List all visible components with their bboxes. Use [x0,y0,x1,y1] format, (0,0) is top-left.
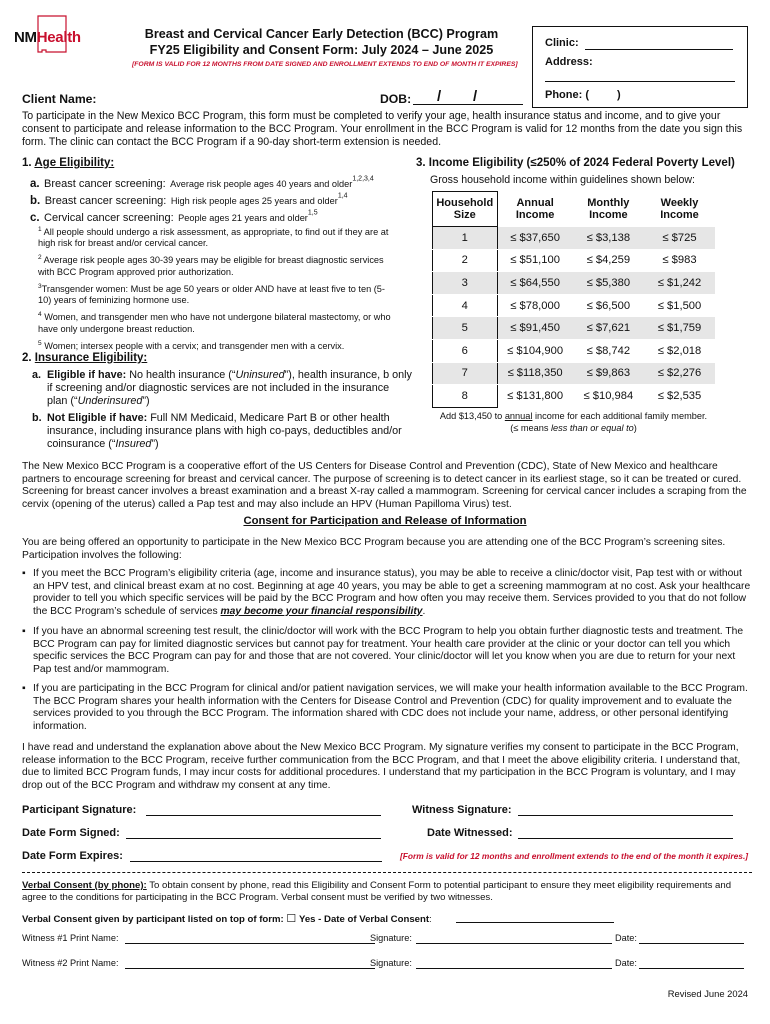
phone-field[interactable] [623,87,733,101]
section-divider [22,872,752,873]
form-title-line1: Breast and Cervical Cancer Early Detection (BCC) Program [144,27,499,41]
witness-signature-field[interactable] [518,815,733,816]
household-size-cell: 3 [433,272,498,295]
income-table [432,191,715,408]
monthly-income-cell: ≤ $3,138 [573,227,644,250]
footnote-1: $^1$ All people should undergo a risk assessment, as appropriate, to find out if they are at high risk for breast and/or cervical cancer. [38,226,389,249]
dob-sep-1: / [437,88,442,105]
household-size-cell: 1 [433,227,498,250]
monthly-income-cell: ≤ $7,621 [573,317,644,340]
bullet-icon: ▪ [22,626,26,637]
income-row [433,249,716,272]
annual-income-cell: ≤ $131,800 [497,385,573,408]
monthly-income-cell: ≤ $9,863 [573,362,644,385]
yes-checkbox[interactable]: ☐ [286,913,297,925]
monthly-income-cell: ≤ $4,259 [573,249,644,272]
phone-label: Phone: ( [545,89,589,101]
annual-income-cell: ≤ $51,100 [497,249,573,272]
weekly-income-cell: ≤ $2,535 [644,385,715,408]
income-additional-member-note: Add $13,450 to annual income for each additional family member. [439,411,708,421]
verbal-consent-date-field[interactable] [456,922,614,923]
weekly-income-cell: ≤ $1,759 [644,317,715,340]
age-footnotes [38,224,398,352]
consent-intro: You are being offered an opportunity to participate in the New Mexico BCC Program because you are attending one of the BCC Program’s screening sites. Participation involves the following: [22,537,726,561]
consent-bullet-1: ▪ If you meet the BCC Program’s eligibility criteria (age, income and insurance status), you may be able to receive a clinic/doctor visit, Pap test with or without an HPV test, and clinical breast exam at no cost. Beginning at age 40 years, you may be able to get a screening mammogram at no cost. Ask your healthcare provider to tell you which specific services will be paid by the BCC Program and how often you may receive them. Services provided to you that do not follow the BCC Program’s schedule of services may become your financial responsibility. [22,568,751,617]
address-field[interactable] [545,67,735,82]
annual-income-cell: ≤ $91,450 [497,317,573,340]
household-size-cell: 8 [433,385,498,408]
verbal-consent-instructions: Verbal Consent (by phone): To obtain consent by phone, read this Eligibility and Consent Form to potential participant to ensure they meet eligibility requirements and agree to the conditions for participating in the BCC Program. Verbal consent must be verified by two witnesses. [22,880,732,903]
weekly-income-cell: ≤ $725 [644,227,715,250]
form-validity-note: [FORM IS VALID FOR 12 MONTHS FROM DATE SIGNED AND ENROLLMENT EXTENDS TO END OF MONTH IT EXPIRES] [132,61,518,68]
dob-label: DOB: [380,92,412,106]
income-row [433,362,716,385]
age-criteria-b: b. Breast cancer screening: High risk people ages 25 years and older$^{1,4}$ [30,192,348,207]
insurance-not-eligible: b. Not Eligible if have: Full NM Medicaid, Medicare Part B or other health insurance, including insurance plans with high co-pays, deductibles and/or coinsurance (“Insured”) [32,412,402,450]
weekly-income-cell: ≤ $1,242 [644,272,715,295]
annual-income-cell: ≤ $37,650 [497,227,573,250]
annual-income-cell: ≤ $118,350 [497,362,573,385]
income-row [433,294,716,317]
consent-heading: Consent for Participation and Release of Information [243,515,527,527]
insurance-eligible: a. Eligible if have: No health insurance (“Uninsured”), health insurance, b only if screening and/or diagnostic services are not included in the insurance plan (“Underinsured”) [32,369,412,407]
income-table-body [433,227,716,408]
revised-date: Revised June 2024 [667,988,748,999]
dob-field[interactable] [413,104,523,105]
monthly-income-cell: ≤ $5,380 [573,272,644,295]
col-monthly-income: Monthly Income [587,196,630,221]
annual-income-cell: ≤ $104,900 [497,339,573,362]
footnote-2: $^2$ Average risk people ages 30-39 years may be eligible for breast diagnostic services with BCC Program approved prior authorization. [38,254,384,277]
witness2-name-field[interactable] [125,968,375,969]
witness1-name-field[interactable] [125,943,375,944]
program-description: The New Mexico BCC Program is a cooperative effort of the US Centers for Disease Control and Prevention (CDC), State of New Mexico and healthcare partners to encourage screening for breast and cervical cancer. The purpose of screening is to detect cancer in its earliest stage, so it can be treated or cured. Screening for breast cancer involves a breast examination and a breast X-ray called a mammogram. Screening for cervical cancer includes a scraping from the cervix (opening of the uterus) called a Pap test and may also include an HPV (Human Papilloma Virus) test. [22,461,747,510]
income-row [433,272,716,295]
monthly-income-cell: ≤ $10,984 [573,385,644,408]
age-criteria-list [30,174,425,225]
weekly-income-cell: ≤ $2,018 [644,339,715,362]
age-criteria-c: c. Cervical cancer screening: People ages 21 years and older$^{1,5}$ [30,209,318,224]
age-eligibility-heading: 1. Age Eligibility: [22,157,115,169]
income-row [433,339,716,362]
household-size-cell: 2 [433,249,498,272]
age-criteria-a: a. Breast cancer screening: Average risk people ages 40 years and older$^{1,2,3,4}$ [30,175,374,190]
income-row [433,317,716,340]
household-size-cell: 5 [433,317,498,340]
income-eligibility-heading: 3. Income Eligibility (≤250% of 2024 Federal Poverty Level) [416,157,735,169]
household-size-cell: 7 [433,362,498,385]
participant-signature-field[interactable] [146,815,381,816]
weekly-income-cell: ≤ $983 [644,249,715,272]
household-size-cell: 4 [433,294,498,317]
col-annual-income: Annual Income [515,196,555,221]
income-subheading: Gross household income within guidelines shown below: [430,174,695,186]
consent-bullet-3: ▪ If you are participating in the BCC Program for clinical and/or patient navigation services, we will make your health information available to the BCC Program. The BCC Program shares your health information with the Centers for Disease Control and Prevention (CDC) for quality improvement and to evaluate the services provided to you through the BCC Program. The information shared with CDC does not include your name, address, or other personal identifying information. [22,683,748,732]
household-size-cell: 6 [433,339,498,362]
date-form-expires-field[interactable] [130,861,382,862]
participant-signature-label: Participant Signature: [22,804,137,816]
verbal-consent-given: Verbal Consent given by participant listed on top of form: ☐ Yes - Date of Verbal Consent: [22,913,432,925]
date-witnessed-field[interactable] [518,838,733,839]
logo-nm: NM [14,29,37,46]
monthly-income-cell: ≤ $8,742 [573,339,644,362]
col-weekly-income: Weekly Income [660,196,699,221]
consent-bullet-2: ▪ If you have an abnormal screening test result, the clinic/doctor will work with the BCC Program to help you obtain further diagnostic tests and treatment. The BCC Program can pay for limited diagnostic services but cannot pay for treatment. Your health care provider at the clinic or your doctor can tell you which specific services the BCC Program can pay for and those that are not covered. Your clinic/doctor will let you know when you are due to return for your next Pap test and/or mammogram. [22,626,744,675]
client-name-label: Client Name: [22,92,97,106]
col-household-size: Household Size [433,192,498,227]
date-form-expires-label: Date Form Expires: [22,850,123,862]
footnote-5: $^5$ Women; intersex people with a cervix; and transgender men with a cervix. [38,339,345,351]
insurance-eligibility-heading: 2. Insurance Eligibility: [22,352,148,364]
monthly-income-cell: ≤ $6,500 [573,294,644,317]
expiration-note: [Form is valid for 12 months and enrollment extends to the end of the month it expires.] [400,851,749,861]
bullet-icon: ▪ [22,568,26,579]
date-form-signed-field[interactable] [126,838,381,839]
form-title-line2: FY25 Eligibility and Consent Form: July 2024 – June 2025 [149,43,494,57]
witness1-date-field[interactable] [639,943,744,944]
witness2-date-field[interactable] [639,968,744,969]
witness2-signature-field[interactable] [416,968,612,969]
weekly-income-cell: ≤ $2,276 [644,362,715,385]
income-notes [432,411,715,434]
income-row [433,385,716,408]
intro-text: To participate in the New Mexico BCC Program, this form must be completed to verify your age, health insurance status and income, and to give your consent to participate and release information to the BCC Program. Your enrollment in the BCC Program is valid for 12 months from the date you sign this form. The clinic can contact the BCC Program if a 90-day short-term extension is needed. [22,110,743,148]
clinic-field[interactable] [585,35,733,50]
date-form-signed-label: Date Form Signed: [22,827,120,839]
witness1-signature-field[interactable] [416,943,612,944]
clinic-box [532,26,748,108]
logo-health: Health [36,29,81,46]
client-name-field[interactable] [104,90,364,104]
phone-close: ) [617,89,621,101]
clinic-label: Clinic: [545,37,579,49]
income-symbol-note: (≤ means less than or equal to) [510,422,637,433]
bullet-icon: ▪ [22,683,26,694]
nmhealth-logo [14,14,110,58]
footnote-4: $^4$ Women, and transgender men who have not undergone bilateral mastectomy, or who have only undergone breast reduction. [38,311,391,334]
annual-income-cell: ≤ $64,550 [497,272,573,295]
weekly-income-cell: ≤ $1,500 [644,294,715,317]
date-witnessed-label: Date Witnessed: [427,827,513,839]
income-row [433,227,716,250]
annual-income-cell: ≤ $78,000 [497,294,573,317]
dob-sep-2: / [473,88,478,105]
witness-signature-label: Witness Signature: [412,804,512,816]
footnote-3: $^3$Transgender women: Must be age 50 years or older AND have at least five to ten (5-10) years of feminizing hormone use. [38,282,385,306]
address-label: Address: [545,56,593,68]
consent-statement: I have read and understand the explanation above about the New Mexico BCC Program. My signature verifies my consent to participate in the BCC Program, release information to the BCC Program, receive further communication from the BCC Program, and that I meet the above eligibility criteria. I understand that, due to limited BCC Program funds, I may incur costs for additional procedures. I understand that my participation in the BCC Program is voluntary, and I may drop out of the BCC Program and withdraw my consent at any time. [22,742,741,791]
